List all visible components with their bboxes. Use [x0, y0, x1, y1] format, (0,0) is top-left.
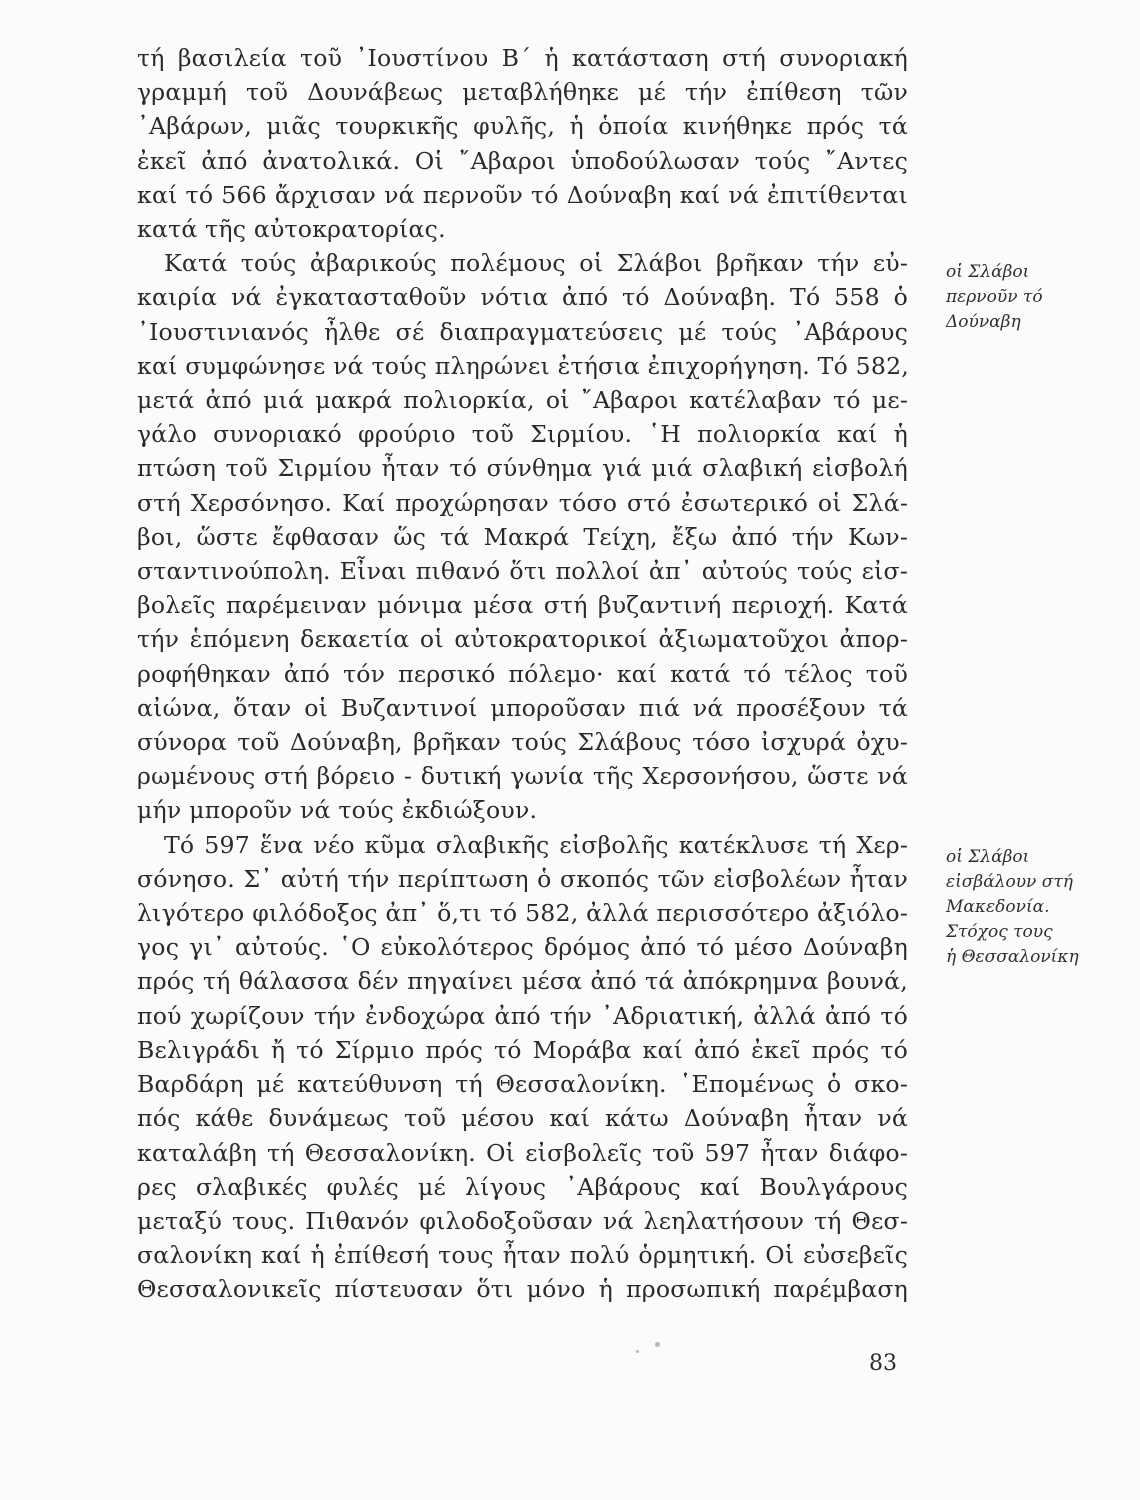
text-line: τήν ἑπόμενη δεκαετία οἱ αὐτοκρατορικοί ἀξιωματοῦχοι ἀπορ- — [137, 625, 908, 654]
text-line: ἐκεῖ ἀπό ἀνατολικά. Οἱ ῎Αβαροι ὑποδούλωσαν τούς ῎Αντες — [137, 146, 908, 175]
scan-speck — [655, 1342, 660, 1347]
text-line: πρός τή θάλασσα δέν πηγαίνει μέσα ἀπό τά ἀπόκρημνα βουνά, — [137, 967, 908, 996]
text-line: Βελιγράδι ἤ τό Σίρμιο πρός τό Μοράβα καί ἀπό ἐκεῖ πρός τό — [137, 1035, 908, 1064]
text-line: πός κάθε δυνάμεως τοῦ μέσου καί κάτω Δούναβη ἦταν νά — [137, 1104, 908, 1133]
text-line: σύνορα τοῦ Δούναβη, βρῆκαν τούς Σλάβους τόσο ἰσχυρά ὀχυ- — [137, 728, 908, 757]
margin-note-line: Στόχος τους — [946, 922, 1053, 942]
text-line: σταντινούπολη. Εἶναι πιθανό ὅτι πολλοί ἀπ᾿ αὐτούς τούς εἰσ- — [137, 557, 908, 586]
body-text — [137, 41, 908, 1307]
text-line: Τό 597 ἕνα νέο κῦμα σλαβικῆς εἰσβολῆς κατέκλυσε τή Χερ- — [164, 830, 908, 859]
text-line: καί συμφώνησε νά τούς πληρώνει ἐτήσια ἐπιχορήγηση. Τό 582, — [137, 351, 910, 380]
paragraph-3 — [137, 828, 908, 1307]
text-line: μετά ἀπό μιά μακρά πολιορκία, οἱ ῎Αβαροι κατέλαβαν τό με- — [137, 386, 908, 415]
text-line: Κατά τούς ἀβαρικούς πολέμους οἱ Σλάβοι βρῆκαν τήν εὐ- — [164, 249, 908, 278]
text-line: καταλάβη τή Θεσσαλονίκη. Οἱ εἰσβολεῖς τοῦ 597 ἦταν διάφο- — [137, 1138, 908, 1167]
margin-note-line: Δούναβη — [946, 312, 1021, 332]
text-line: πού χωρίζουν τήν ἐνδοχώρα ἀπό τήν ᾿Αδριατική, ἀλλά ἀπό τό — [137, 1001, 908, 1030]
text-line: πτώση τοῦ Σιρμίου ἦταν τό σύνθημα γιά μιά σλαβική εἰσβολή — [137, 454, 908, 483]
text-line: βολεῖς παρέμειναν μόνιμα μέσα στή βυζαντινή περιοχή. Κατά — [137, 591, 908, 620]
text-line: βοι, ὥστε ἔφθασαν ὥς τά Μακρά Τείχη, ἔξω ἀπό τήν Κων- — [137, 522, 908, 551]
text-line: Θεσσαλονικεῖς πίστευσαν ὅτι μόνο ἡ προσωπική παρέμβαση — [137, 1275, 908, 1304]
text-line: καιρία νά ἐγκατασταθοῦν νότια ἀπό τό Δούναβη. Τό 558 ὁ — [137, 283, 908, 312]
margin-note-slavs-invade-macedonia — [946, 845, 1116, 970]
text-line: γος γι᾿ αὐτούς. ῾Ο εὐκολότερος δρόμος ἀπό τό μέσο Δούναβη — [137, 933, 908, 962]
text-line: μήν μποροῦν νά τούς ἐκδιώξουν. — [137, 796, 538, 825]
margin-note-line: ἡ Θεσσαλονίκη — [946, 947, 1079, 967]
margin-note-line: Μακεδονία. — [946, 897, 1050, 917]
margin-note-line: περνοῦν τό — [946, 287, 1043, 307]
margin-note-line: οἱ Σλάβοι — [946, 847, 1030, 867]
text-line: γραμμή τοῦ Δουνάβεως μεταβλήθηκε μέ τήν ἐπίθεση τῶν — [137, 78, 908, 107]
text-line: τή βασιλεία τοῦ ᾿Ιουστίνου Β΄ ἡ κατάσταση στή συνοριακή — [137, 44, 908, 72]
text-line: σόνησο. Σ᾿ αὐτή τήν περίπτωση ὁ σκοπός τῶν εἰσβολέων ἦταν — [137, 864, 908, 893]
text-line: ᾿Ιουστινιανός ἦλθε σέ διαπραγματεύσεις μέ τούς ᾿Αβάρους — [137, 317, 908, 346]
text-line: καί τό 566 ἄρχισαν νά περνοῦν τό Δούναβη καί νά ἐπιτίθενται — [137, 180, 908, 209]
text-line: γάλο συνοριακό φρούριο τοῦ Σιρμίου. ῾Η πολιορκία καί ἡ — [137, 420, 908, 449]
text-line: ρωμένους στή βόρειο - δυτική γωνία τῆς Χερσονήσου, ὥστε νά — [137, 762, 908, 791]
page-number: 83 — [869, 1351, 897, 1376]
margin-note-line: οἱ Σλάβοι — [946, 262, 1030, 282]
text-line: ροφήθηκαν ἀπό τόν περσικό πόλεμο· καί κατά τό τέλος τοῦ — [137, 659, 908, 688]
text-line: κατά τῆς αὐτοκρατορίας. — [137, 215, 446, 244]
text-line: σαλονίκη καί ἡ ἐπίθεσή τους ἦταν πολύ ὁρμητική. Οἱ εὐσεβεῖς — [137, 1241, 908, 1270]
text-line: Βαρδάρη μέ κατεύθυνση τή Θεσσαλονίκη. ῾Επομένως ὁ σκο- — [137, 1070, 908, 1099]
paragraph-2 — [137, 246, 908, 827]
text-line: αἰώνα, ὅταν οἱ Βυζαντινοί μποροῦσαν πιά νά προσέξουν τά — [137, 693, 908, 722]
margin-note-slavs-cross-danube — [946, 260, 1116, 335]
paragraph-1 — [137, 41, 908, 246]
scan-speck — [636, 1350, 639, 1353]
text-line: λιγότερο φιλόδοξος ἀπ᾿ ὅ,τι τό 582, ἀλλά περισσότερο ἀξιόλο- — [137, 899, 908, 928]
margin-note-line: εἰσβάλουν στή — [946, 872, 1073, 892]
text-line: στή Χερσόνησο. Καί προχώρησαν τόσο στό ἐσωτερικό οἱ Σλά- — [137, 488, 908, 517]
text-line: ρες σλαβικές φυλές μέ λίγους ᾿Αβάρους καί Βουλγάρους — [137, 1172, 908, 1201]
text-line: μεταξύ τους. Πιθανόν φιλοδοξοῦσαν νά λεηλατήσουν τή Θεσ- — [137, 1206, 908, 1235]
text-line: ᾿Αβάρων, μιᾶς τουρκικῆς φυλῆς, ἡ ὁποία κινήθηκε πρός τά — [137, 112, 908, 141]
